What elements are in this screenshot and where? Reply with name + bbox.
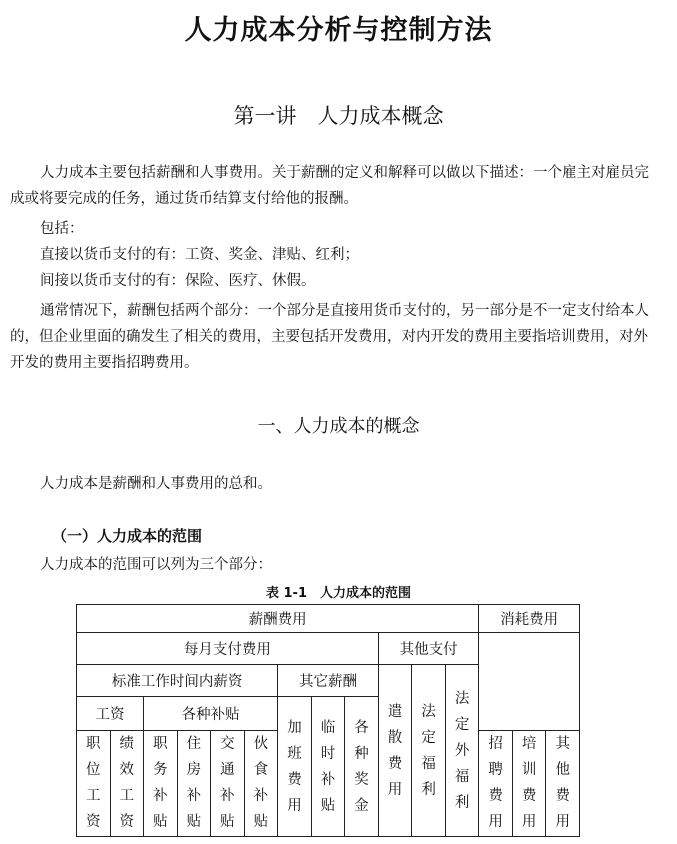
leaf-cell: 绩 效 工 资 [110,730,144,837]
leaf-cell: 伙 食 补 贴 [244,730,278,837]
leaf-cell: 其 他 费 用 [546,730,580,837]
leaf-cell: 职 务 补 贴 [144,730,178,837]
leaf-cell: 法 定 外 福 利 [445,665,479,837]
definition-text: 人力成本是薪酬和人事费用的总和。 [40,476,272,492]
monthly-pay-header: 每月支付费用 [77,633,379,665]
scope-intro-text: 人力成本的范围可以列为三个部分： [40,557,272,573]
salary-cost-header: 薪酬费用 [77,605,479,633]
wage-header: 工资 [77,697,144,730]
includes-label: 包括： [40,221,84,237]
leaf-cell: 临 时 补 贴 [311,697,345,837]
leaf-cell: 交 通 补 贴 [211,730,245,837]
second-paragraph: 通常情况下，薪酬包括两个部分：一个部分是直接用货币支付的，另一部分是不一定支付给本人的，但企业里面的确发生了相关的费用，主要包括开发费用，对内开发的费用主要指培训费用，对外开发的费用主要指招聘费用。 [10,303,649,371]
intro-paragraph: 人力成本主要包括薪酬和人事费用。关于薪酬的定义和解释可以做以下描述：一个雇主对雇员完成或将要完成的任务，通过货币结算支付给他的报酬。 [10,165,649,207]
document-title: 人力成本分析与控制方法 [184,15,493,46]
allowances-header: 各种补贴 [144,697,278,730]
leaf-cell: 招 聘 费 用 [479,730,513,837]
leaf-cell: 加 班 费 用 [278,697,312,837]
table-caption: 表 1-1 人力成本的范围 [265,586,411,601]
leaf-cell: 遣 散 费 用 [378,665,412,837]
consumption-blank-cell [479,633,580,730]
subsection-heading: （一）人力成本的范围 [52,527,203,545]
direct-payment-line: 直接以货币支付的有：工资、奖金、津贴、红利； [40,247,359,263]
standard-salary-header: 标准工作时间内薪资 [77,665,278,697]
lecture-heading: 第一讲 人力成本概念 [233,104,444,128]
section-heading: 一、人力成本的概念 [257,416,420,437]
other-salary-header: 其它薪酬 [278,665,379,697]
cost-scope-table [76,604,580,837]
leaf-cell: 培 训 费 用 [512,730,546,837]
other-pay-header: 其他支付 [378,633,479,665]
indirect-payment-line: 间接以货币支付的有：保险、医疗、休假。 [40,273,316,289]
leaf-cell: 各 种 奖 金 [345,697,379,837]
consumption-cost-header: 消耗费用 [479,605,580,633]
leaf-cell: 住 房 补 贴 [177,730,211,837]
leaf-cell: 职 位 工 资 [77,730,111,837]
leaf-cell: 法 定 福 利 [412,665,446,837]
